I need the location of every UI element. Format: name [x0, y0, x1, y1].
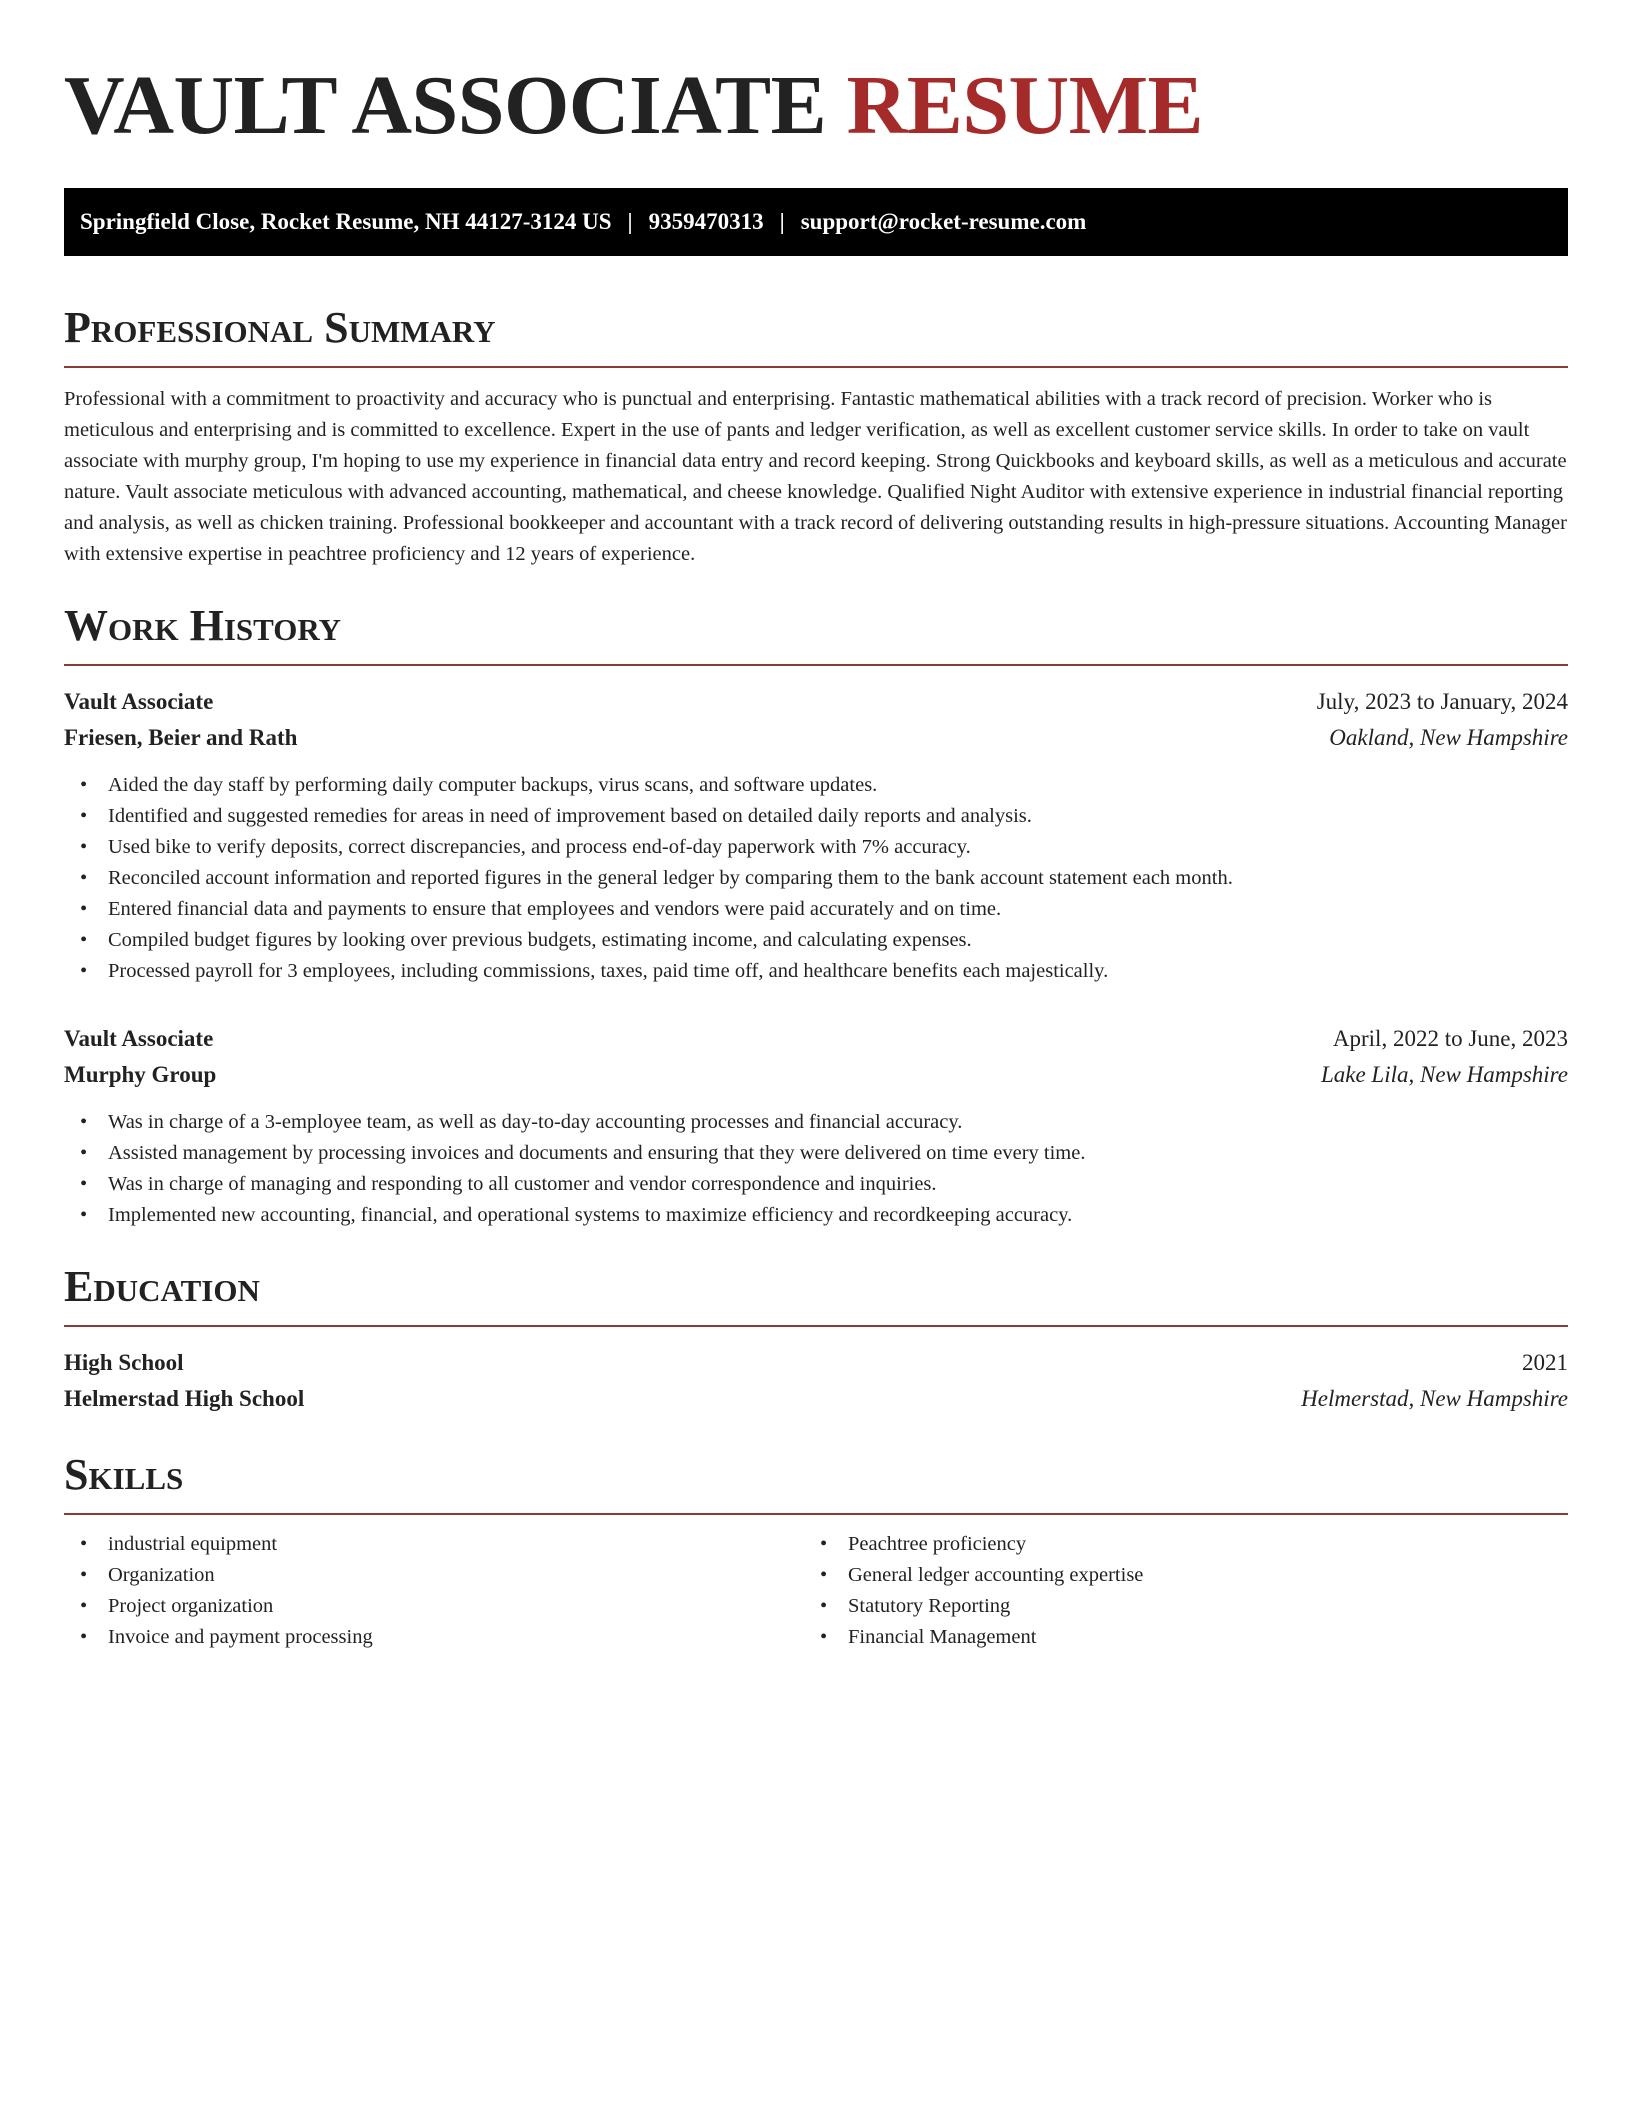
skill-item: • industrial equipment: [64, 1529, 804, 1560]
job-bullet: • Entered financial data and payments to ensure that employees and vendors were paid accurately and on time.: [64, 894, 1568, 925]
job-bullet: • Was in charge of managing and responding to all customer and vendor correspondence and inquiries.: [64, 1169, 1568, 1200]
education-year: 2021: [1522, 1350, 1568, 1375]
job-dates: April, 2022 to June, 2023: [1332, 1026, 1568, 1051]
education-section: [64, 1259, 1568, 1417]
job-bullet: • Implemented new accounting, financial, and operational systems to maximize efficiency and recordkeeping accuracy.: [64, 1200, 1568, 1231]
job-company: Murphy Group: [64, 1062, 217, 1087]
job-bullet: • Identified and suggested remedies for areas in need of improvement based on detailed daily reports and analysis.: [64, 801, 1568, 832]
work-history-section: [64, 598, 1568, 1231]
job-title: Vault Associate: [64, 1026, 214, 1051]
job-bullet: • Compiled budget figures by looking over previous budgets, estimating income, and calculating expenses.: [64, 925, 1568, 956]
contact-address: Springfield Close, Rocket Resume, NH 44127-3124 US: [80, 209, 612, 234]
job-header-row: [64, 1021, 1568, 1057]
summary-heading: Professional Summary: [64, 303, 496, 352]
resume-title-accent: RESUME: [846, 59, 1204, 152]
resume-title: [64, 56, 1568, 156]
job-bullet: • Processed payroll for 3 employees, including commissions, taxes, paid time off, and healthcare benefits each majestically.: [64, 956, 1568, 987]
summary-section: [64, 300, 1568, 570]
skills-section: [64, 1447, 1568, 1653]
skill-item: • Invoice and payment processing: [64, 1622, 804, 1653]
job-company-row: [64, 720, 1568, 756]
job-title: Vault Associate: [64, 689, 214, 714]
skill-item: • Statutory Reporting: [804, 1591, 1544, 1622]
job-bullet: • Used bike to verify deposits, correct discrepancies, and process end-of-day paperwork with 7% accuracy.: [64, 832, 1568, 863]
summary-text: Professional with a commitment to proactivity and accuracy who is punctual and enterprising. Fantastic mathematical abilities with a track record of precision. Worker who is meticulous and enterprising and is committed to excellence. Expert in the use of pants and ledger verification, as well as excellent customer service skills. In order to take on vault associate with murphy group, I'm hoping to use my experience in financial data entry and record keeping. Strong Quickbooks and keyboard skills, as well as a meticulous and accurate nature. Vault associate meticulous with advanced accounting, mathematical, and cheese knowledge. Qualified Night Auditor with extensive experience in industrial financial reporting and analysis, as well as chicken training. Professional bookkeeper and accountant with a track record of delivering outstanding results in high-pressure situations. Accounting Manager with extensive expertise in peachtree proficiency and 12 years of experience.: [64, 388, 1567, 565]
skills-heading: Skills: [64, 1450, 184, 1499]
job-entry: [64, 684, 1568, 987]
job-dates: July, 2023 to January, 2024: [1316, 689, 1568, 714]
resume-title-main: VAULT ASSOCIATE: [64, 59, 827, 152]
job-bullet: • Reconciled account information and reported figures in the general ledger by comparing them to the bank account statement each month.: [64, 863, 1568, 894]
contact-bar: [64, 188, 1568, 256]
contact-email: support@rocket-resume.com: [800, 209, 1087, 234]
section-divider: [64, 1325, 1568, 1327]
resume-page: [64, 0, 1568, 1653]
job-company: Friesen, Beier and Rath: [64, 725, 298, 750]
skill-item: • Financial Management: [804, 1622, 1544, 1653]
contact-separator: |: [627, 209, 633, 234]
job-bullet: • Assisted management by processing invoices and documents and ensuring that they were delivered on time every time.: [64, 1138, 1568, 1169]
skill-item: • General ledger accounting expertise: [804, 1560, 1544, 1591]
job-bullets: [64, 1107, 1568, 1231]
skill-item: • Organization: [64, 1560, 804, 1591]
job-entry: [64, 1021, 1568, 1231]
education-entry: [64, 1345, 1568, 1417]
education-school: Helmerstad High School: [64, 1386, 305, 1411]
contact-phone: 9359470313: [648, 209, 764, 234]
education-header-row: [64, 1345, 1568, 1381]
skill-item: • Project organization: [64, 1591, 804, 1622]
section-divider: [64, 366, 1568, 368]
job-company-row: [64, 1057, 1568, 1093]
section-divider: [64, 664, 1568, 666]
job-header-row: [64, 684, 1568, 720]
section-divider: [64, 1513, 1568, 1515]
education-heading: Education: [64, 1262, 260, 1311]
job-location: Lake Lila, New Hampshire: [1320, 1062, 1568, 1087]
skills-grid: [64, 1529, 1568, 1653]
education-degree: High School: [64, 1350, 184, 1375]
job-bullet: • Was in charge of a 3-employee team, as well as day-to-day accounting processes and financial accuracy.: [64, 1107, 1568, 1138]
education-location: Helmerstad, New Hampshire: [1301, 1386, 1568, 1411]
contact-separator: |: [779, 209, 785, 234]
job-location: Oakland, New Hampshire: [1329, 725, 1568, 750]
skills-list-right: [804, 1529, 1544, 1653]
skill-item: • Peachtree proficiency: [804, 1529, 1544, 1560]
work-history-heading: Work History: [64, 601, 342, 650]
education-school-row: [64, 1381, 1568, 1417]
job-bullets: [64, 770, 1568, 987]
skills-list-left: [64, 1529, 804, 1653]
job-bullet: • Aided the day staff by performing daily computer backups, virus scans, and software updates.: [64, 770, 1568, 801]
